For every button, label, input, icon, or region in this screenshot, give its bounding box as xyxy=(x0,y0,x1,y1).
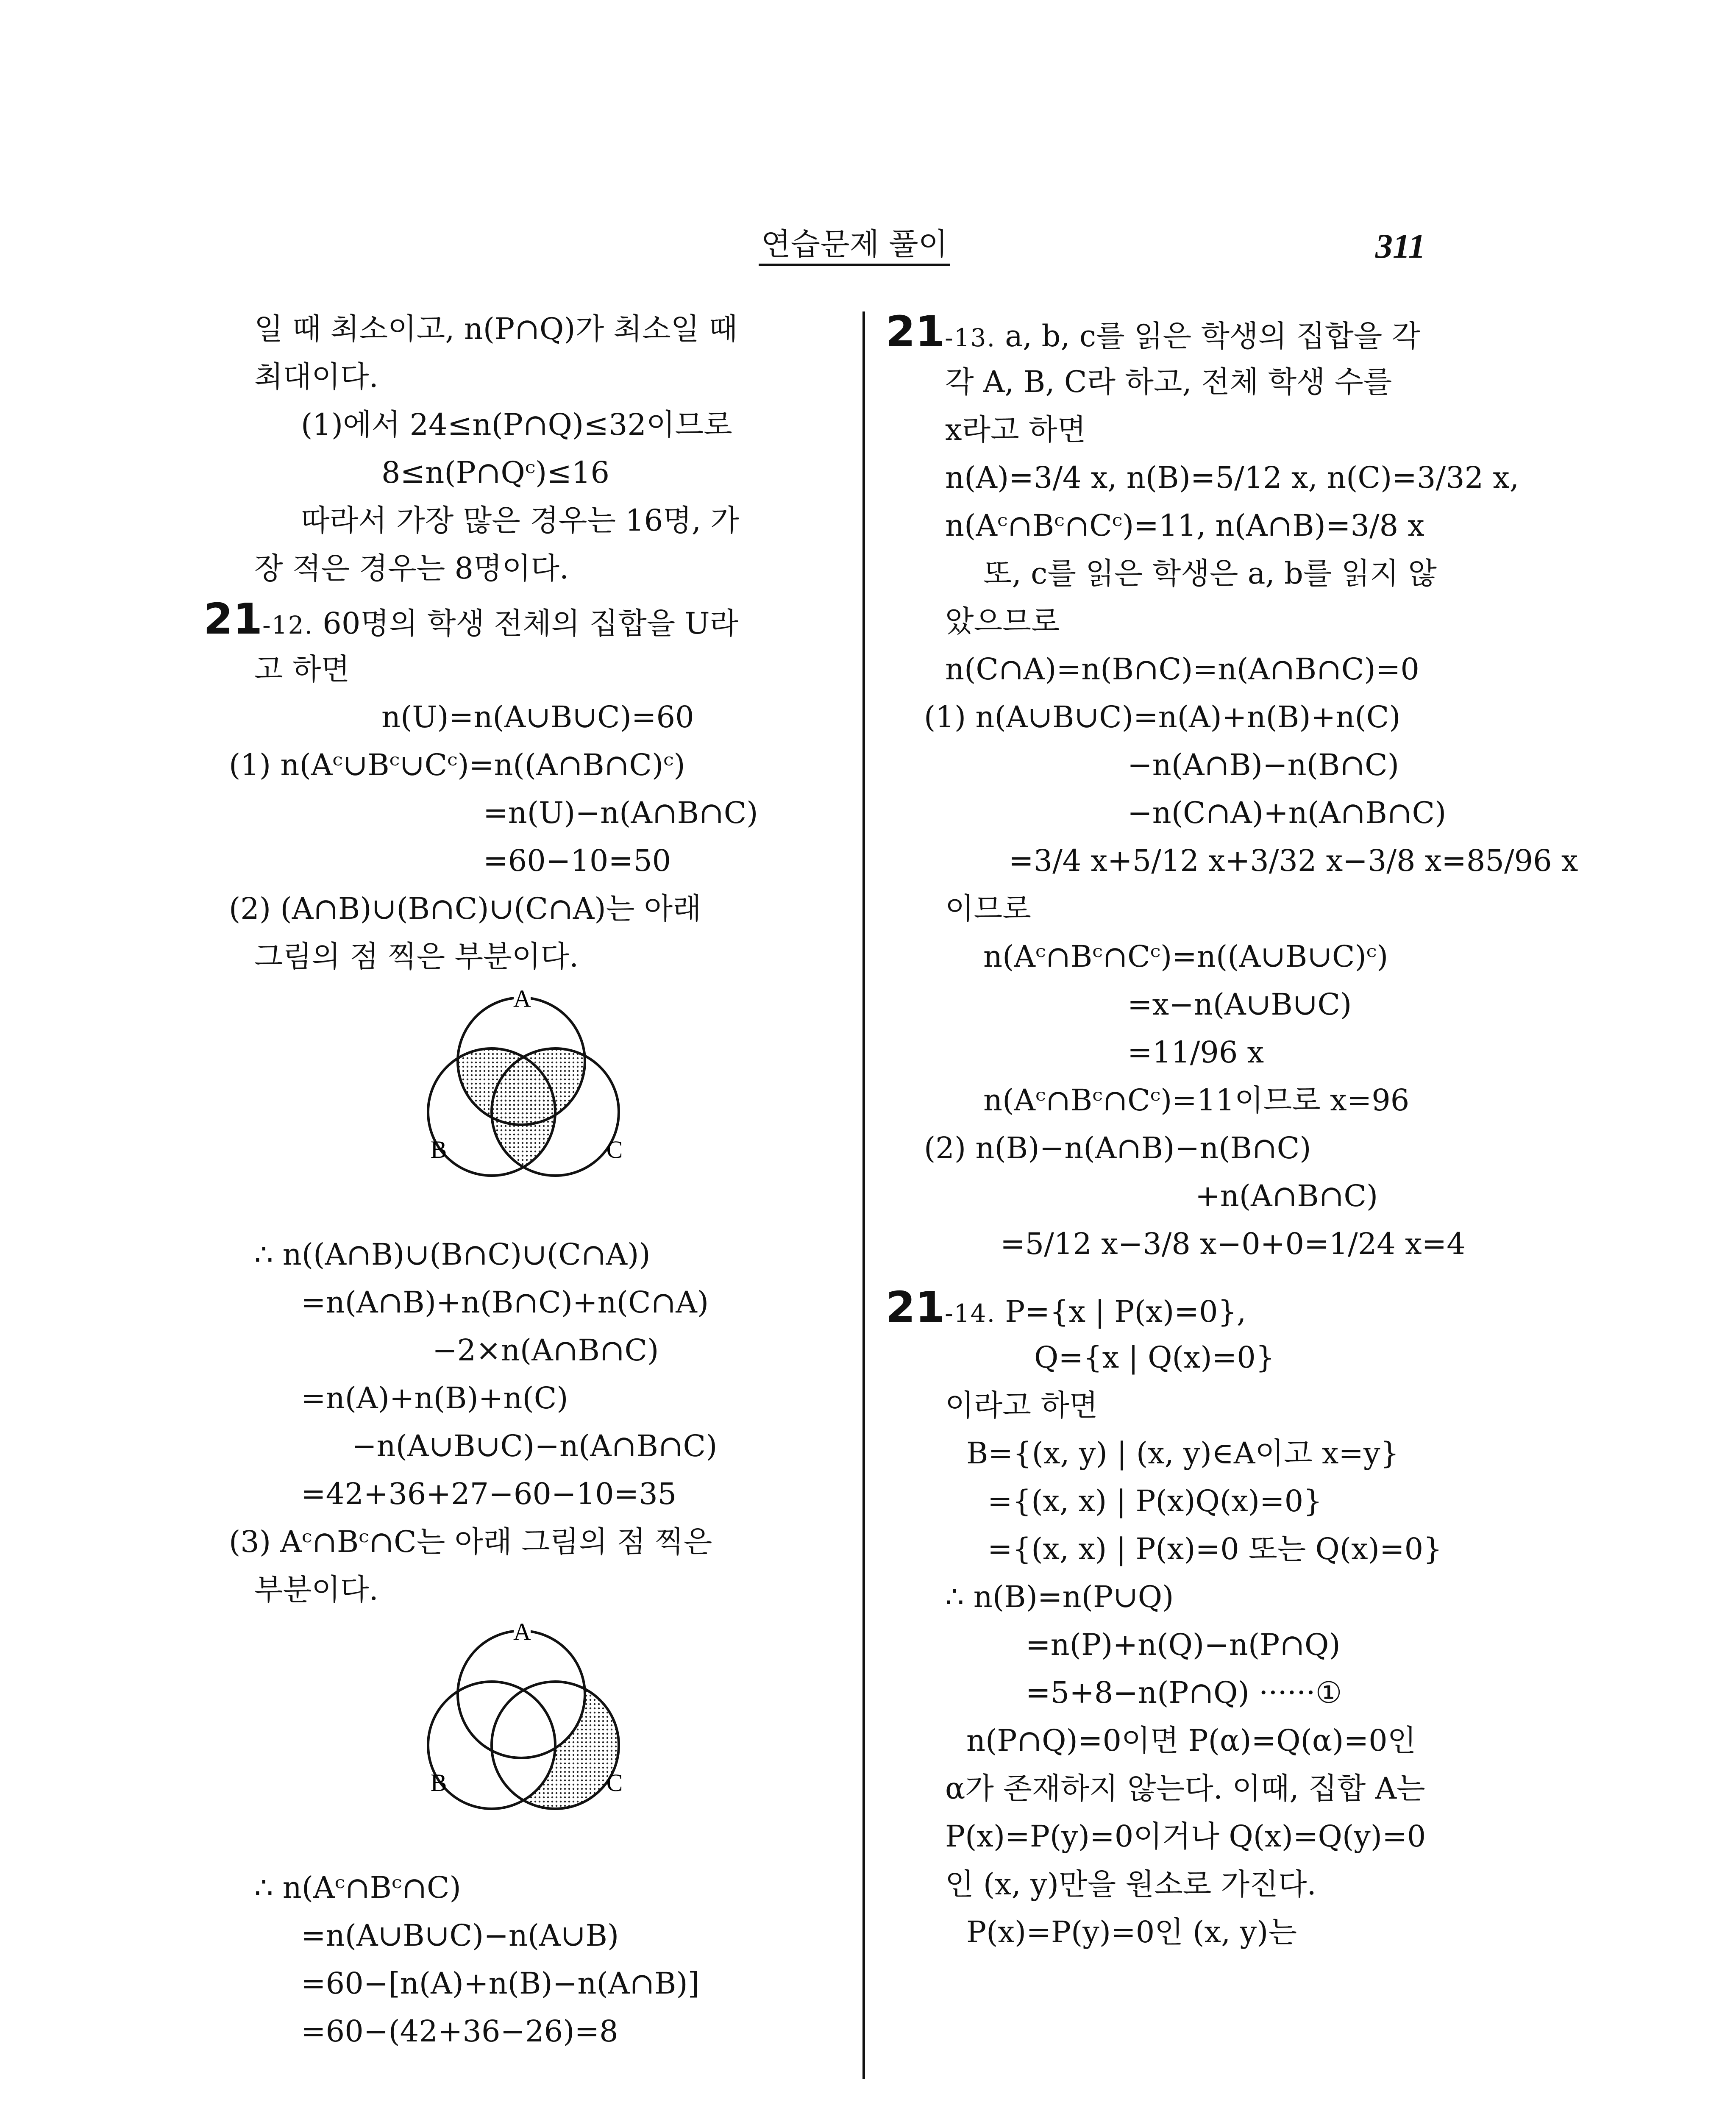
math-line: =60−(42+36−26)=8 xyxy=(301,2014,618,2049)
math-line: (1) n(Aᶜ∪Bᶜ∪Cᶜ)=n((A∩B∩C)ᶜ) xyxy=(229,748,685,782)
problem-number: 21 xyxy=(203,594,263,644)
text-line: 그림의 점 찍은 부분이다. xyxy=(254,939,579,974)
label-b: B xyxy=(430,1136,447,1163)
text-line: 이라고 하면 xyxy=(945,1388,1098,1423)
math-line: ={(x, x) | P(x)=0 또는 Q(x)=0} xyxy=(988,1532,1442,1566)
math-line: ∴ n(Aᶜ∩Bᶜ∩C) xyxy=(254,1870,461,1905)
venn-diagram-c-only xyxy=(254,1614,839,1851)
math-line: =60−10=50 xyxy=(483,843,671,878)
math-line: ={(x, x) | P(x)Q(x)=0} xyxy=(988,1484,1322,1518)
problem-heading xyxy=(886,305,1488,358)
math-line: ∴ n(B)=n(P∪Q) xyxy=(945,1580,1174,1614)
left-column xyxy=(203,305,839,2055)
column-divider xyxy=(862,311,865,2079)
math-line: ∴ n((A∩B)∪(B∩C)∪(C∩A)) xyxy=(254,1237,651,1272)
math-line: =n(A)+n(B)+n(C) xyxy=(301,1381,568,1415)
problem-number: 21 xyxy=(886,307,945,356)
math-line: −n(C∩A)+n(A∩B∩C) xyxy=(1127,795,1447,830)
text-line: 또, c를 읽은 학생은 a, b를 읽지 않 xyxy=(983,556,1437,591)
math-line: +n(A∩B∩C) xyxy=(1195,1179,1378,1213)
math-line: n(A)=3/4 x, n(B)=5/12 x, n(C)=3/32 x, xyxy=(945,460,1519,495)
label-b: B xyxy=(430,1769,447,1796)
problem-intro: a, b, c를 읽은 학생의 집합을 각 xyxy=(1005,319,1421,353)
label-a: A xyxy=(513,985,531,1012)
problem-subnumber: -13. xyxy=(945,323,996,352)
math-line: (2) n(B)−n(A∩B)−n(B∩C) xyxy=(924,1131,1311,1165)
math-line: =5+8−n(P∩Q) ······① xyxy=(1026,1675,1342,1710)
text-line: (1)에서 24≤n(P∩Q)≤32이므로 xyxy=(301,407,732,442)
text-line: 이므로 xyxy=(945,891,1031,926)
math-line: B={(x, y) | (x, y)∈A이고 x=y} xyxy=(966,1436,1399,1471)
math-line: =3/4 x+5/12 x+3/32 x−3/8 x=85/96 x xyxy=(1009,843,1578,878)
math-line: −n(A∪B∪C)−n(A∩B∩C) xyxy=(352,1429,718,1463)
math-line: Q={x | Q(x)=0} xyxy=(1034,1340,1275,1375)
page-number: 311 xyxy=(1375,227,1426,265)
label-c: C xyxy=(606,1769,623,1796)
label-a: A xyxy=(513,1618,531,1646)
right-column xyxy=(886,305,1578,1956)
math-line: =11/96 x xyxy=(1127,1035,1264,1070)
text-line: P(x)=P(y)=0인 (x, y)는 xyxy=(966,1915,1297,1949)
math-line: n(Aᶜ∩Bᶜ∩Cᶜ)=11이므로 x=96 xyxy=(983,1083,1410,1118)
math-line: =n(A∪B∪C)−n(A∪B) xyxy=(301,1918,619,1953)
math-line: =n(A∩B)+n(B∩C)+n(C∩A) xyxy=(301,1285,709,1320)
text-line: 따라서 가장 많은 경우는 16명, 가 xyxy=(301,503,740,538)
math-line: (1) n(A∪B∪C)=n(A)+n(B)+n(C) xyxy=(924,700,1401,734)
venn-svg xyxy=(415,981,678,1218)
text-line: 각 A, B, C라 하고, 전체 학생 수를 xyxy=(945,364,1392,399)
text-line: 장 적은 경우는 8명이다. xyxy=(254,551,569,586)
problem-subnumber: -14. xyxy=(945,1299,996,1328)
text-line: 최대이다. xyxy=(254,359,378,394)
math-line: =x−n(A∪B∪C) xyxy=(1127,987,1352,1022)
text-line: (2) (A∩B)∪(B∩C)∪(C∩A)는 아래 xyxy=(229,891,701,926)
math-line: =42+36+27−60−10=35 xyxy=(301,1477,677,1511)
shaded-c-only xyxy=(415,1614,678,1851)
math-line: =5/12 x−3/8 x−0+0=1/24 x=4 xyxy=(1000,1226,1466,1261)
problem-heading xyxy=(886,1281,1488,1334)
text-line: 인 (x, y)만을 원소로 가진다. xyxy=(945,1867,1316,1902)
math-line: n(Aᶜ∩Bᶜ∩Cᶜ)=11, n(A∩B)=3/8 x xyxy=(945,508,1424,543)
text-line: n(P∩Q)=0이면 P(α)=Q(α)=0인 xyxy=(966,1723,1416,1758)
text-line: 부분이다. xyxy=(254,1572,378,1607)
math-line: n(C∩A)=n(B∩C)=n(A∩B∩C)=0 xyxy=(945,652,1419,687)
text-line: 았으므로 xyxy=(945,604,1060,639)
math-line: =n(U)−n(A∩B∩C) xyxy=(483,795,758,830)
text-line: 일 때 최소이고, n(P∩Q)가 최소일 때 xyxy=(254,311,738,346)
text-line: P(x)=P(y)=0이거나 Q(x)=Q(y)=0 xyxy=(945,1819,1426,1854)
problem-intro: P={x | P(x)=0}, xyxy=(1005,1294,1246,1329)
page-header-title: 연습문제 풀이 xyxy=(759,229,950,266)
venn-diagram-intersections xyxy=(254,981,839,1218)
text-line: (3) Aᶜ∩Bᶜ∩C는 아래 그림의 점 찍은 xyxy=(229,1524,712,1559)
text-line: α가 존재하지 않는다. 이때, 집합 A는 xyxy=(945,1771,1425,1806)
math-line: −n(A∩B)−n(B∩C) xyxy=(1127,748,1399,782)
text-line: 고 하면 xyxy=(254,652,350,687)
problem-subnumber: -12. xyxy=(262,611,314,640)
math-line: n(Aᶜ∩Bᶜ∩Cᶜ)=n((A∪B∪C)ᶜ) xyxy=(983,939,1388,974)
math-line: n(U)=n(A∪B∪C)=60 xyxy=(381,700,694,734)
text-line: 8≤n(P∩Qᶜ)≤16 xyxy=(381,455,609,490)
math-line: =n(P)+n(Q)−n(P∩Q) xyxy=(1026,1627,1341,1662)
math-line: =60−[n(A)+n(B)−n(A∩B)] xyxy=(301,1966,700,2001)
venn-svg xyxy=(415,1614,678,1851)
problem-number: 21 xyxy=(886,1282,945,1332)
text-line: x라고 하면 xyxy=(945,412,1086,447)
label-c: C xyxy=(606,1136,623,1163)
problem-heading xyxy=(203,592,839,645)
problem-intro: 60명의 학생 전체의 집합을 U라 xyxy=(323,606,739,641)
math-line: −2×n(A∩B∩C) xyxy=(432,1333,659,1368)
